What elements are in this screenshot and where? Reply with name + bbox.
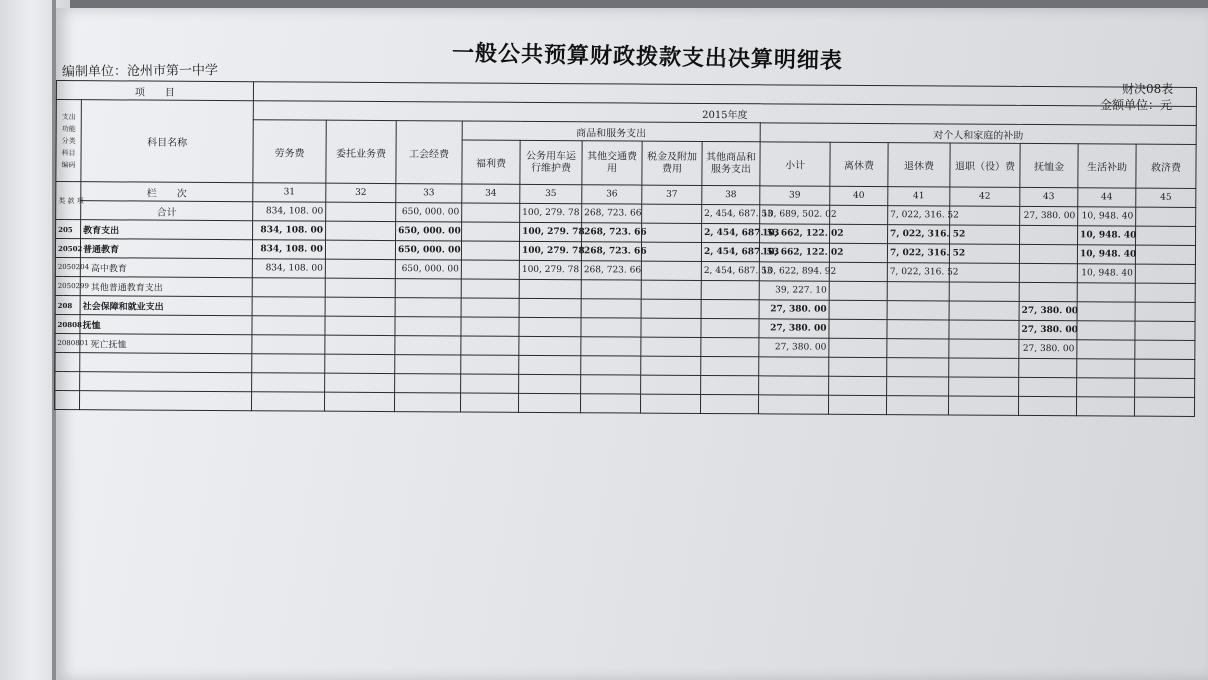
row-name: 合计 [81,201,253,221]
row-value-col-37 [642,223,702,242]
row-value-col-43 [1019,244,1077,263]
col-header-35: 公务用车运行维护费 [520,140,582,184]
row-value-col-36 [581,318,641,337]
blank-cell [759,357,829,376]
row-code: 2050204 [55,257,80,276]
row-value-col-45 [1135,283,1195,302]
row-code: 208 [55,295,80,314]
blank-cell [461,355,519,374]
row-value-col-38: 2, 454, 687. 53 [702,204,760,223]
row-value-col-41: 7, 022, 316. 52 [888,225,950,244]
row-value-col-43: 27, 380. 00 [1019,301,1077,320]
blank-cell [828,395,886,414]
blank-cell [640,394,700,413]
row-value-col-45 [1136,226,1196,245]
row-value-col-32 [326,221,396,240]
row-value-col-44: 10, 948. 40 [1077,245,1135,264]
col-number-38: 38 [702,185,760,204]
col-number-37: 37 [642,185,702,204]
blank-cell [395,374,461,393]
goods-services-header: 商品和服务支出 [462,121,760,142]
row-code: 205 [56,220,81,239]
subject-name-header: 科目名称 [81,100,253,183]
row-value-col-44 [1077,283,1135,302]
row-value-col-33: 650, 000. 00 [395,260,461,279]
row-value-col-33 [395,279,461,298]
row-value-col-31 [252,278,325,297]
compiling-unit: 编制单位：沧州市第一中学 [61,63,219,80]
blank-cell [55,352,80,371]
row-code: 20808 [55,314,80,333]
col-header-33: 工会经费 [396,121,462,184]
amount-unit: 金额单位：元 [1100,98,1173,112]
row-value-col-36: 268, 723. 66 [581,261,641,280]
col-number-41: 41 [888,187,950,206]
row-value-col-43: 27, 380. 00 [1019,320,1077,339]
blank-cell [700,394,758,413]
blank-cell [325,354,395,373]
row-value-col-45 [1135,264,1195,283]
row-value-col-45 [1135,340,1195,359]
blank-cell [518,393,580,412]
col-header-31: 劳务费 [253,120,326,183]
row-value-col-31 [252,335,325,354]
row-value-col-36 [581,337,641,356]
row-value-col-41 [887,282,949,301]
row-value-col-37 [641,337,701,356]
row-value-col-34 [462,203,520,222]
blank-cell [80,372,252,392]
row-name: 教育支出 [81,220,253,240]
row-value-col-33: 650, 000. 00 [396,203,462,222]
row-value-col-36 [581,299,641,318]
blank-cell [1135,359,1195,378]
blank-cell [54,390,79,409]
row-value-col-45 [1135,245,1195,264]
row-value-col-39: 27, 380. 00 [759,338,829,357]
row-value-col-45 [1136,207,1196,226]
row-value-col-42 [949,339,1019,358]
row-value-col-38 [701,299,759,318]
row-value-col-39: 10, 689, 502. 02 [760,205,830,224]
personal-subsidy-header: 对个人和家庭的补助 [760,123,1196,145]
row-value-col-40 [829,338,887,357]
row-value-col-41 [887,301,949,320]
blank-cell [949,377,1019,396]
col-header-32: 委托业务费 [326,120,396,183]
blank-cell [701,375,759,394]
row-value-col-42 [949,320,1019,339]
row-value-col-34 [461,298,519,317]
row-value-col-42 [950,206,1020,225]
row-value-col-38: 2, 454, 687. 53 [701,242,759,261]
blank-cell [324,392,394,411]
col-number-44: 44 [1078,188,1136,207]
row-value-col-43: 27, 380. 00 [1019,339,1077,358]
blank-cell [461,374,519,393]
row-name: 社会保障和就业支出 [80,296,252,316]
row-value-col-36: 268, 723. 66 [582,223,642,242]
row-value-col-39: 10, 622, 894. 92 [759,262,829,281]
category-code-header: 支出功能分类科目编码 [56,100,82,182]
col-number-36: 36 [582,185,642,204]
row-value-col-44: 10, 948. 40 [1077,264,1135,283]
row-value-col-43 [1020,225,1078,244]
row-name: 普通教育 [80,239,252,259]
row-value-col-38 [701,337,759,356]
row-value-col-44 [1077,340,1135,359]
blank-cell [758,395,828,414]
row-value-col-31 [252,297,325,316]
blank-cell [252,354,325,373]
blank-cell [460,393,518,412]
row-value-col-35: 100, 279. 78 [519,260,581,279]
row-value-col-35: 100, 279. 78 [520,222,582,241]
blank-cell [581,375,641,394]
blank-cell [519,374,581,393]
col-number-33: 33 [396,184,462,203]
row-value-col-35 [519,336,581,355]
class-header: 类 款 项 [56,182,81,220]
year-header: 2015年度 [253,101,1196,126]
blank-cell [1135,378,1195,397]
row-value-col-44 [1077,302,1135,321]
row-value-col-37 [642,204,702,223]
blank-cell [79,391,251,411]
row-value-col-32 [325,278,395,297]
expenditure-table-wrap [54,80,1196,395]
column-number-label: 栏 次 [81,182,253,202]
blank-cell [641,356,701,375]
col-number-39: 39 [760,186,830,205]
col-number-31: 31 [253,183,326,202]
blank-cell [887,358,949,377]
col-header-45: 救济费 [1136,144,1196,188]
blank-cell [1019,358,1077,377]
row-value-col-36: 268, 723. 66 [582,204,642,223]
col-header-34: 福利费 [462,140,520,184]
row-value-col-32 [325,259,395,278]
row-value-col-32 [325,297,395,316]
row-value-col-33 [395,298,461,317]
row-value-col-45 [1135,302,1195,321]
row-value-col-41: 7, 022, 316. 52 [887,263,949,282]
row-name: 死亡抚恤 [80,334,252,354]
row-code: 2050299 [55,276,80,295]
col-number-40: 40 [830,186,888,205]
row-value-col-32 [325,316,395,335]
blank-cell [949,358,1019,377]
row-code: 2080801 [55,333,80,352]
blank-cell [1077,359,1135,378]
row-value-col-44 [1077,321,1135,340]
row-value-col-34 [461,260,519,279]
col-header-38: 其他商品和服务支出 [702,141,760,185]
row-value-col-41 [887,320,949,339]
row-value-col-33: 650, 000. 00 [396,222,462,241]
row-value-col-34 [462,222,520,241]
col-header-37: 税金及附加费用 [642,141,702,185]
blank-cell [886,396,948,415]
row-value-col-44: 10, 948. 40 [1078,226,1136,245]
col-number-42: 42 [950,187,1020,206]
row-value-col-40 [829,281,887,300]
row-value-col-43 [1019,263,1077,282]
row-value-col-41: 7, 022, 316. 52 [888,206,950,225]
document-title: 一般公共预算财政拨款支出决算明细表 [451,39,844,75]
row-name: 其他普通教育支出 [80,277,252,297]
row-value-col-35 [519,317,581,336]
row-value-col-44: 10, 948. 40 [1078,207,1136,226]
blank-cell [55,371,80,390]
blank-cell [829,357,887,376]
row-value-col-42 [949,263,1019,282]
row-value-col-38: 2, 454, 687. 53 [702,223,760,242]
col-header-41: 退休费 [888,143,950,187]
row-value-col-37 [641,280,701,299]
col-number-35: 35 [520,184,582,203]
row-value-col-32 [326,202,396,221]
blank-cell [1134,397,1194,416]
row-value-col-36: 268, 723. 66 [581,242,641,261]
row-name: 抚恤 [80,315,252,335]
row-value-col-41 [887,339,949,358]
row-name: 高中教育 [80,258,252,278]
row-value-col-40 [829,262,887,281]
row-value-col-31: 834, 108. 00 [253,221,326,240]
row-value-col-38: 2, 454, 687. 53 [701,261,759,280]
col-header-36: 其他交通费用 [582,141,642,185]
blank-cell [887,377,949,396]
blank-cell [580,394,640,413]
blank-cell [252,373,325,392]
row-value-col-33 [395,317,461,336]
row-value-col-42 [949,301,1019,320]
row-value-col-35: 100, 279. 78 [519,241,581,260]
row-value-col-39: 39, 227. 10 [759,281,829,300]
row-value-col-31: 834, 108. 00 [252,240,325,259]
row-value-col-43: 27, 380. 00 [1020,206,1078,225]
row-value-col-39: 27, 380. 00 [759,300,829,319]
row-value-col-41: 7, 022, 316. 52 [887,244,949,263]
col-header-43: 抚恤金 [1020,143,1078,187]
blank-cell [1018,396,1076,415]
form-number: 财决08表 [1122,82,1174,96]
blank-cell [829,376,887,395]
blank-cell [581,356,641,375]
row-value-col-40 [829,319,887,338]
col-header-40: 离休费 [830,142,888,186]
expenditure-table [54,80,1197,417]
col-number-45: 45 [1136,188,1196,207]
row-value-col-32 [325,240,395,259]
col-header-39: 小计 [760,142,830,186]
row-value-col-31 [252,316,325,335]
row-value-col-37 [641,299,701,318]
blank-cell [251,392,324,411]
row-value-col-43 [1019,282,1077,301]
row-value-col-39: 27, 380. 00 [759,319,829,338]
col-header-44: 生活补助 [1078,144,1136,188]
row-value-col-35 [519,298,581,317]
col-header-42: 退职（役）费 [950,143,1020,187]
col-number-43: 43 [1020,187,1078,206]
row-value-col-31: 834, 108. 00 [253,202,326,221]
blank-cell [948,396,1018,415]
row-value-col-40 [829,300,887,319]
row-value-col-37 [641,261,701,280]
col-number-34: 34 [462,184,520,203]
row-value-col-38 [701,280,759,299]
blank-cell [395,355,461,374]
blank-cell [1076,397,1134,416]
row-value-col-37 [641,242,701,261]
blank-cell [1077,378,1135,397]
blank-cell [759,376,829,395]
row-value-col-33: 650, 000. 00 [395,241,461,260]
row-value-col-39: 10, 662, 122. 02 [759,243,829,262]
blank-cell [1019,377,1077,396]
row-value-col-33 [395,336,461,355]
row-value-col-45 [1135,321,1195,340]
row-value-col-34 [461,279,519,298]
blank-cell [80,353,252,373]
blank-cell [701,356,759,375]
blank-cell [325,373,395,392]
row-value-col-35 [519,279,581,298]
blank-cell [519,355,581,374]
row-value-col-34 [461,336,519,355]
row-value-col-37 [641,318,701,337]
blank-cell [641,375,701,394]
row-code: 20502 [55,239,80,258]
row-value-col-39: 10, 662, 122. 02 [760,224,830,243]
row-value-col-32 [325,335,395,354]
row-value-col-36 [581,280,641,299]
row-value-col-35: 100, 279. 78 [520,203,582,222]
project-header: 项 目 [56,81,253,101]
row-value-col-40 [830,205,888,224]
row-value-col-34 [461,241,519,260]
blank-cell [394,393,460,412]
row-value-col-38 [701,318,759,337]
row-value-col-31: 834, 108. 00 [252,259,325,278]
col-number-32: 32 [326,183,396,202]
row-value-col-42 [949,282,1019,301]
row-value-col-34 [461,317,519,336]
